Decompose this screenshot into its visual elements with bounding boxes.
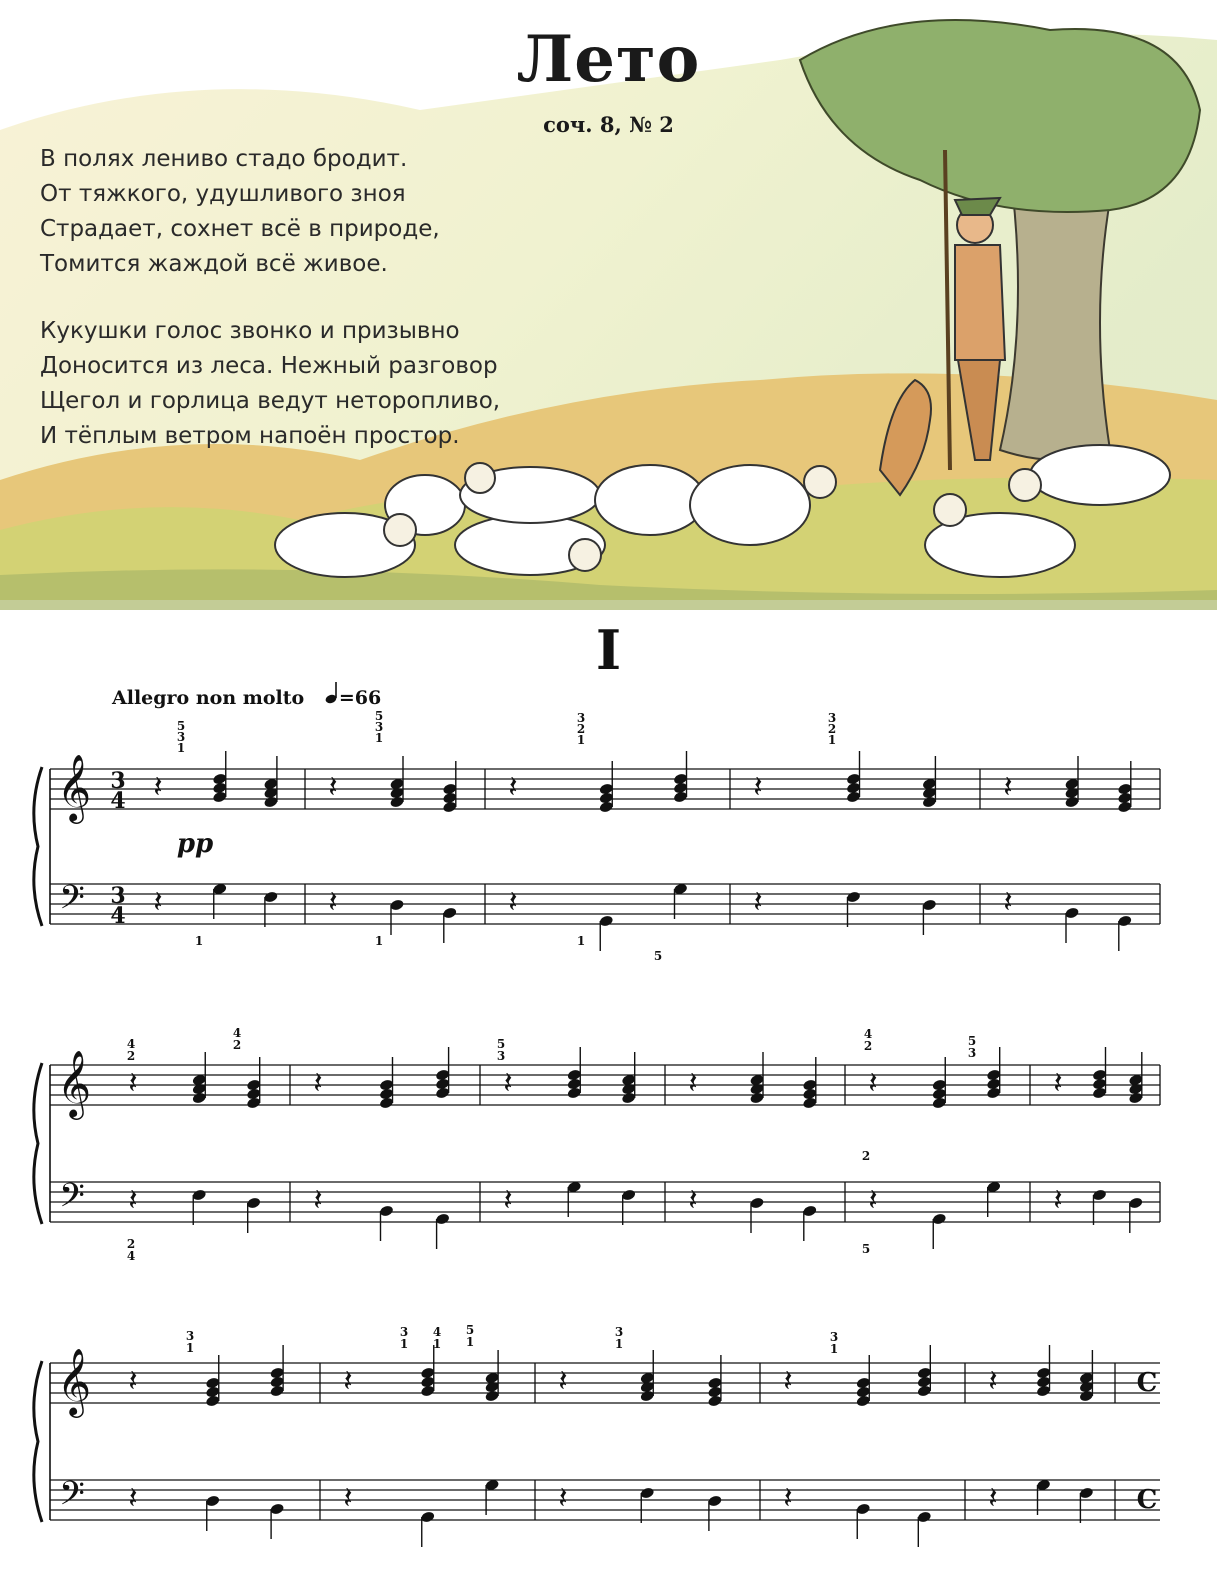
- quarter-rest-icon: 𝄽: [503, 1066, 513, 1101]
- fingering-number: 2: [861, 1149, 871, 1163]
- fingering-number: 3: [576, 711, 586, 725]
- quarter-rest-icon: 𝄽: [688, 1066, 698, 1101]
- bass-clef-icon: 𝄢: [59, 879, 85, 925]
- dynamic-marking: pp: [176, 829, 214, 859]
- fingering-number: 5: [465, 1323, 475, 1337]
- grand-staff-brace: [34, 1063, 42, 1224]
- grand-staff-brace: [34, 767, 42, 926]
- fingering-number: 1: [374, 731, 384, 745]
- poem-stanza-2: [40, 314, 500, 454]
- fingering-number: 1: [185, 1341, 195, 1355]
- treble-clef-icon: 𝄞: [56, 1049, 92, 1117]
- fingering-number: 5: [496, 1037, 506, 1051]
- poem-line: Щегол и горлица ведут неторопливо,: [40, 388, 501, 414]
- fingering-number: 4: [126, 1249, 136, 1263]
- quarter-rest-icon: 𝄽: [313, 1183, 323, 1218]
- quarter-rest-icon: 𝄽: [753, 770, 763, 805]
- fingering-number: 3: [176, 730, 186, 744]
- fingering-number: 3: [185, 1329, 195, 1343]
- fingering-number: 1: [576, 934, 586, 948]
- treble-clef-icon: 𝄞: [56, 753, 92, 821]
- quarter-rest-icon: 𝄽: [1003, 770, 1013, 805]
- quarter-rest-icon: 𝄽: [128, 1481, 138, 1516]
- fingering-number: 5: [967, 1034, 977, 1048]
- time-signature-common: C: [1136, 1368, 1158, 1398]
- quarter-rest-icon: 𝄽: [128, 1066, 138, 1101]
- fingering-number: 2: [126, 1237, 136, 1251]
- fingering-number: 4: [232, 1026, 242, 1040]
- fingering-number: 1: [399, 1337, 409, 1351]
- fingering-number: 3: [967, 1046, 977, 1060]
- poem-line: И тёплым ветром напоён простор.: [40, 423, 460, 449]
- quarter-rest-icon: 𝄽: [1053, 1066, 1063, 1101]
- fingering-number: 3: [496, 1049, 506, 1063]
- quarter-rest-icon: 𝄽: [343, 1364, 353, 1399]
- quarter-rest-icon: 𝄽: [988, 1481, 998, 1516]
- time-signature-numerator: 3: [110, 883, 126, 909]
- music-score: [0, 700, 1217, 1591]
- quarter-rest-icon: 𝄽: [503, 1183, 513, 1218]
- fingering-number: 2: [126, 1049, 136, 1063]
- fingering-number: 2: [232, 1038, 242, 1052]
- quarter-rest-icon: 𝄽: [558, 1481, 568, 1516]
- quarter-rest-icon: 𝄽: [328, 885, 338, 920]
- fingering-number: 5: [653, 949, 663, 963]
- tempo-value: =66: [338, 687, 382, 709]
- quarter-rest-icon: 𝄽: [868, 1066, 878, 1101]
- fingering-number: 3: [614, 1325, 624, 1339]
- fingering-number: 1: [829, 1342, 839, 1356]
- fingering-number: 2: [827, 722, 837, 736]
- fingering-number: 1: [576, 733, 586, 747]
- quarter-rest-icon: 𝄽: [153, 770, 163, 805]
- fingering-number: 5: [374, 709, 384, 723]
- quarter-rest-icon: 𝄽: [868, 1183, 878, 1218]
- quarter-rest-icon: 𝄽: [783, 1364, 793, 1399]
- poem-line: Томится жаждой всё живое.: [40, 251, 388, 277]
- quarter-rest-icon: 𝄽: [753, 885, 763, 920]
- grand-staff-brace: [34, 1361, 42, 1522]
- fingering-number: 3: [399, 1325, 409, 1339]
- time-signature-denominator: 4: [110, 788, 126, 814]
- quarter-rest-icon: 𝄽: [1053, 1183, 1063, 1218]
- fingering-number: 5: [861, 1242, 871, 1256]
- fingering-number: 1: [614, 1337, 624, 1351]
- bass-clef-icon: 𝄢: [59, 1177, 85, 1223]
- fingering-number: 3: [827, 711, 837, 725]
- fingering-number: 3: [374, 720, 384, 734]
- fingering-number: 2: [863, 1039, 873, 1053]
- quarter-rest-icon: 𝄽: [313, 1066, 323, 1101]
- time-signature-common: C: [1136, 1485, 1158, 1515]
- tree-trunk: [1000, 170, 1110, 460]
- quarter-rest-icon: 𝄽: [128, 1183, 138, 1218]
- quarter-rest-icon: 𝄽: [328, 770, 338, 805]
- poem-line: В полях лениво стадо бродит.: [40, 146, 408, 172]
- opus-subtitle: соч. 8, № 2: [543, 112, 674, 137]
- treble-clef-icon: 𝄞: [56, 1347, 92, 1415]
- quarter-rest-icon: 𝄽: [153, 885, 163, 920]
- fingering-number: 1: [827, 733, 837, 747]
- poem-stanza-1: [40, 142, 440, 282]
- fingering-number: 1: [194, 934, 204, 948]
- quarter-rest-icon: 𝄽: [508, 770, 518, 805]
- fingering-number: 4: [863, 1027, 873, 1041]
- poem-line: Кукушки голос звонко и призывно: [40, 318, 460, 344]
- page-title: Лето: [516, 22, 701, 97]
- quarter-rest-icon: 𝄽: [558, 1364, 568, 1399]
- bass-clef-icon: 𝄢: [59, 1475, 85, 1521]
- quarter-rest-icon: 𝄽: [343, 1481, 353, 1516]
- fingering-number: 1: [374, 934, 384, 948]
- quarter-rest-icon: 𝄽: [988, 1364, 998, 1399]
- section-numeral: I: [595, 618, 622, 682]
- quarter-rest-icon: 𝄽: [688, 1183, 698, 1218]
- poem-line: От тяжкого, удушливого зноя: [40, 181, 406, 207]
- quarter-rest-icon: 𝄽: [1003, 885, 1013, 920]
- tempo-text: Allegro non molto: [112, 687, 305, 709]
- fingering-number: 2: [576, 722, 586, 736]
- fingering-number: 4: [126, 1037, 136, 1051]
- time-signature-numerator: 3: [110, 768, 126, 794]
- fingering-number: 1: [432, 1337, 442, 1351]
- fingering-number: 3: [829, 1330, 839, 1344]
- quarter-rest-icon: 𝄽: [508, 885, 518, 920]
- quarter-rest-icon: 𝄽: [128, 1364, 138, 1399]
- fingering-number: 1: [465, 1335, 475, 1349]
- quarter-rest-icon: 𝄽: [783, 1481, 793, 1516]
- poem-line: Страдает, сохнет всё в природе,: [40, 216, 440, 242]
- fingering-number: 4: [432, 1325, 442, 1339]
- time-signature-denominator: 4: [110, 903, 126, 929]
- fingering-number: 5: [176, 719, 186, 733]
- fingering-number: 1: [176, 741, 186, 755]
- poem-line: Доносится из леса. Нежный разговор: [40, 353, 498, 379]
